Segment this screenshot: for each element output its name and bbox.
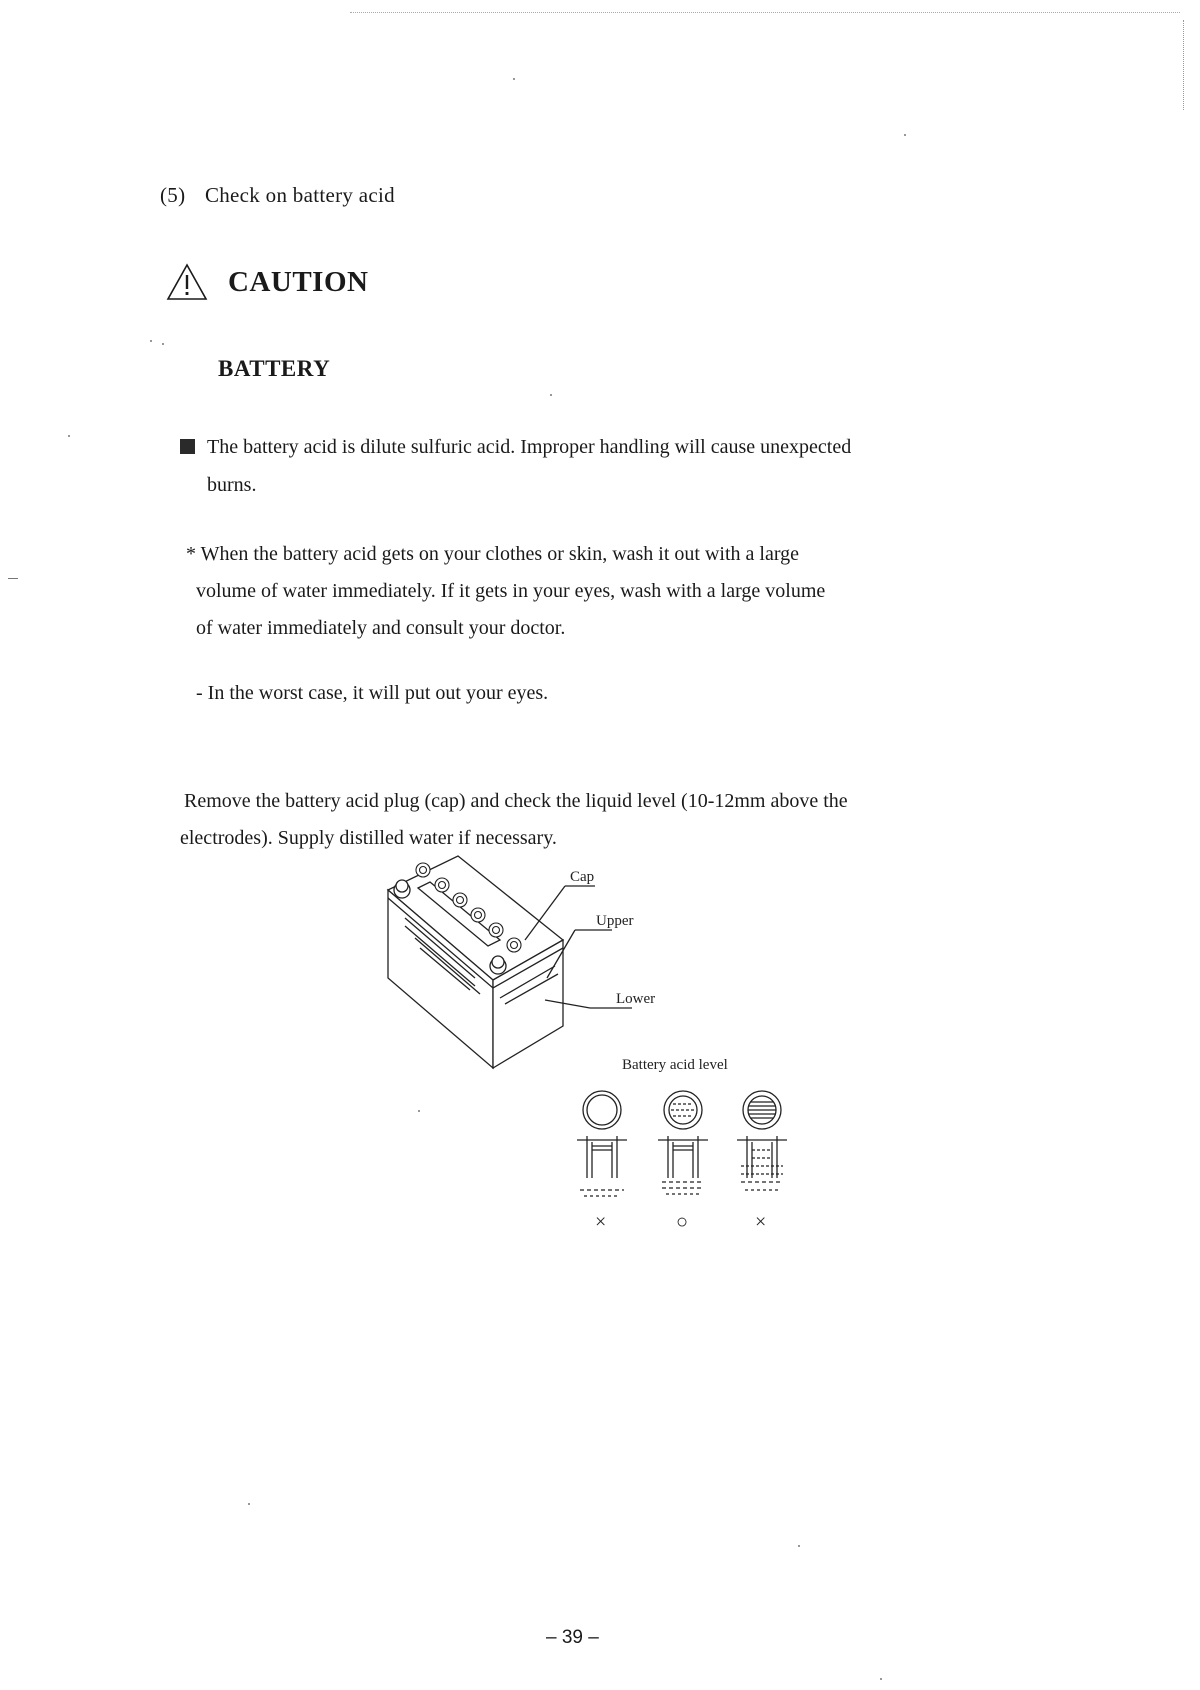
note-line-1: * When the battery acid gets on your clothes or skin, wash it out with a large [186,543,800,565]
level-indicator-too-low [577,1091,627,1196]
caution-title: CAUTION [228,265,369,298]
scan-speck [8,578,18,579]
scan-speck [150,340,152,342]
judgement-too-high: × [755,1211,767,1233]
section-title: Check on battery acid [204,183,395,207]
battery-diagram [380,848,820,1248]
scan-speck [248,1503,250,1505]
warning-paragraph [180,428,1000,504]
scan-dotted-border [350,12,1180,13]
note-paragraph [186,536,1006,647]
warning-triangle-icon [166,263,208,301]
scan-speck [880,1678,882,1680]
battery-illustration [388,856,632,1068]
section-heading [160,183,395,208]
section-number: (5) [160,183,186,207]
scan-speck [904,134,906,136]
scan-edge-line [1183,20,1184,110]
judgement-too-low: × [595,1211,607,1233]
acid-level-label: Battery acid level [622,1057,728,1073]
battery-heading: BATTERY [218,356,331,381]
judgement-correct: ○ [676,1211,689,1233]
cap-label: Cap [570,869,595,885]
scan-speck [68,435,70,437]
instruction-line-2: electrodes). Supply distilled water if necessary. [180,827,557,849]
scan-speck [162,343,164,345]
upper-label: Upper [596,913,634,929]
instruction-line-1: Remove the battery acid plug (cap) and check the liquid level (10-12mm above the [184,790,848,812]
warning-line-1: The battery acid is dilute sulfuric acid. Improper handling will cause unexpected [207,436,852,458]
lower-label: Lower [616,991,656,1007]
black-square-bullet-icon [180,439,195,454]
instruction-paragraph [180,783,1014,857]
scan-speck [513,78,515,80]
warning-line-2: burns. [207,474,257,496]
scan-speck [798,1545,800,1547]
note-line-2: volume of water immediately. If it gets in your eyes, wash with a large volume [196,580,826,602]
worst-case-note: - In the worst case, it will put out your eyes. [196,682,549,704]
caution-header [166,262,368,302]
level-indicator-too-high [737,1091,787,1190]
scan-speck [550,394,552,396]
page-number: – 39 – [546,1627,599,1648]
level-indicator-correct [658,1091,708,1194]
note-line-3: of water immediately and consult your doctor. [196,617,566,639]
